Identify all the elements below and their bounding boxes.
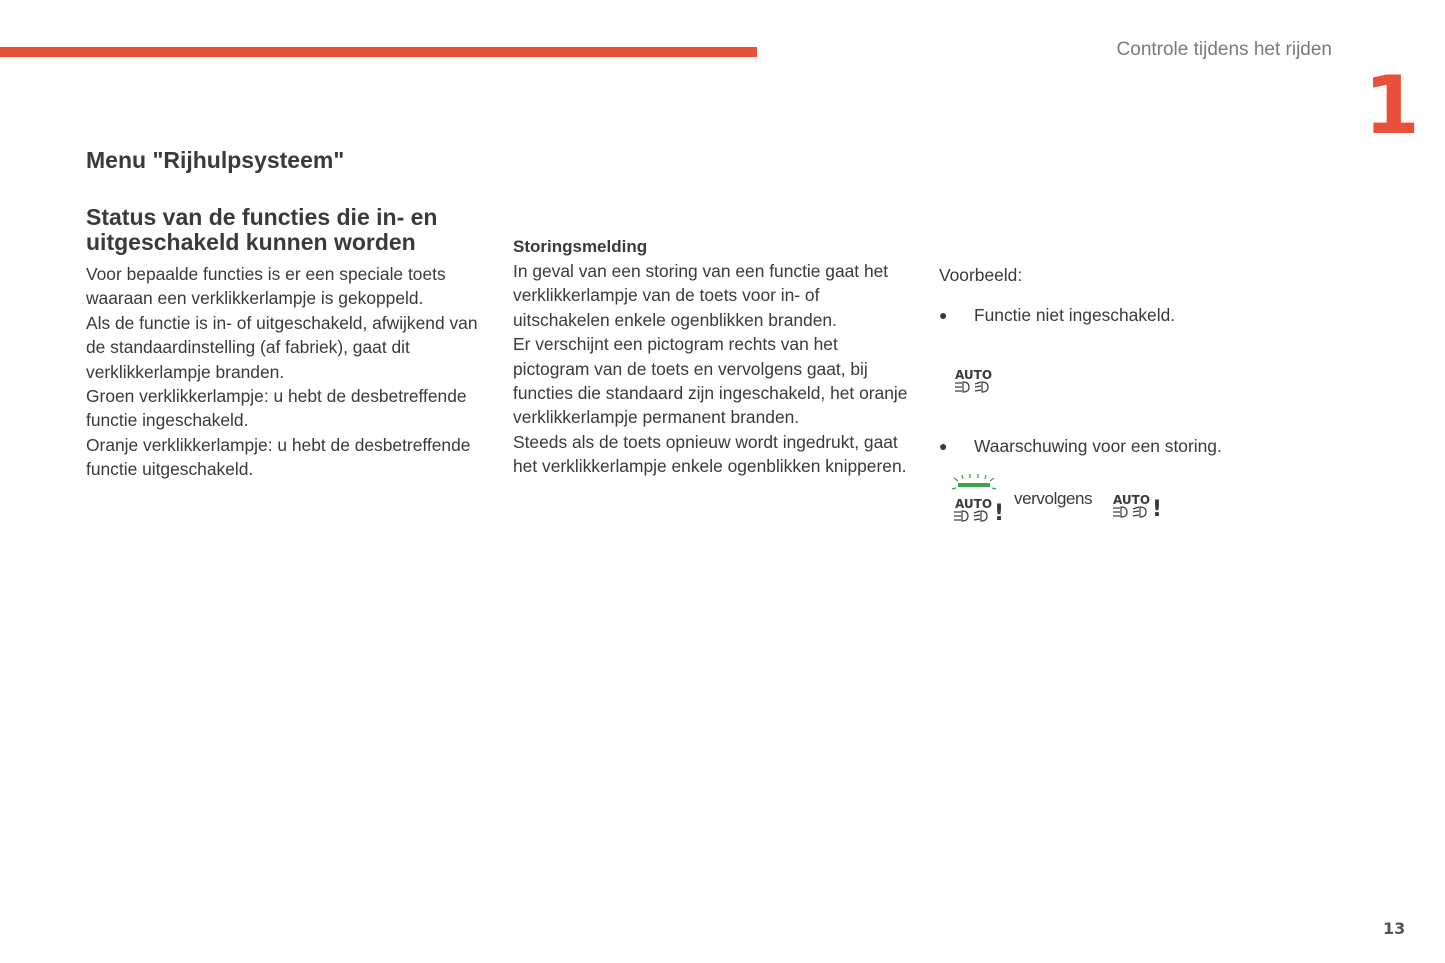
auto-headlamp-alert-icon bbox=[1111, 490, 1167, 529]
column-1-paragraph: Voor bepaalde functies is er een speciale toets waaraan een verklikkerlampje is gekoppeld. bbox=[86, 264, 446, 309]
auto-icon-label: AUTO bbox=[1113, 493, 1151, 507]
bullet-dot-icon: ● bbox=[939, 307, 948, 323]
alert-mark: ! bbox=[1152, 497, 1163, 522]
bullet-text: Functie niet ingeschakeld. bbox=[974, 305, 1176, 325]
column-2-paragraph: Steeds als de toets opnieuw wordt ingedrukt, gaat het verklikkerlampje enkele ogenblikken knipperen. bbox=[513, 431, 907, 477]
column-1-paragraph: Als de functie is in- of uitgeschakeld, afwijkend van de standaardinstelling (af fabriek), gaat dit verklikkerlampje branden. bbox=[86, 312, 478, 382]
menu-title: Menu "Rijhulpsysteem" bbox=[86, 147, 345, 173]
auto-headlamp-flashing-alert-icon bbox=[950, 473, 1006, 532]
column-1-paragraph: Groen verklikkerlampje: u hebt de desbetreffende functie ingeschakeld. bbox=[86, 386, 467, 431]
example-label: Voorbeeld: bbox=[939, 265, 1023, 285]
column-1-paragraph: Oranje verklikkerlampje: u hebt de desbetreffende functie uitgeschakeld. bbox=[86, 434, 471, 480]
status-heading: Status van de functies die in- en uitgeschakeld kunnen worden bbox=[86, 204, 438, 255]
header-accent-bar bbox=[0, 47, 757, 57]
auto-icon-label: AUTO bbox=[955, 368, 993, 382]
then-label: vervolgens bbox=[1014, 489, 1093, 508]
column-2-paragraph: Er verschijnt een pictogram rechts van het pictogram van de toets en vervolgens gaat, bij functies die standaard zijn ingeschakeld, het oranje verklikkerlampje permanent branden. bbox=[513, 334, 908, 428]
page-number: 13 bbox=[1383, 919, 1406, 938]
column-2-paragraph: In geval van een storing van een functie gaat het verklikkerlampje van de toets voor in- of uitschakelen enkele ogenblikken branden. bbox=[513, 261, 889, 330]
alert-mark: ! bbox=[994, 501, 1005, 526]
bullet-dot-icon: ● bbox=[939, 438, 948, 454]
column-1-body bbox=[86, 262, 486, 482]
section-title: Controle tijdens het rijden bbox=[1116, 39, 1332, 60]
auto-icon-label: AUTO bbox=[955, 497, 993, 511]
auto-headlamp-icon bbox=[953, 366, 999, 401]
fault-message-heading: Storingsmelding bbox=[513, 237, 648, 256]
column-2-body bbox=[513, 235, 908, 479]
bullet-text: Waarschuwing voor een storing. bbox=[974, 436, 1222, 456]
bullet-function-off bbox=[939, 303, 1175, 327]
chapter-number: 1 bbox=[1364, 59, 1420, 152]
bullet-fault-warning bbox=[939, 434, 1222, 458]
